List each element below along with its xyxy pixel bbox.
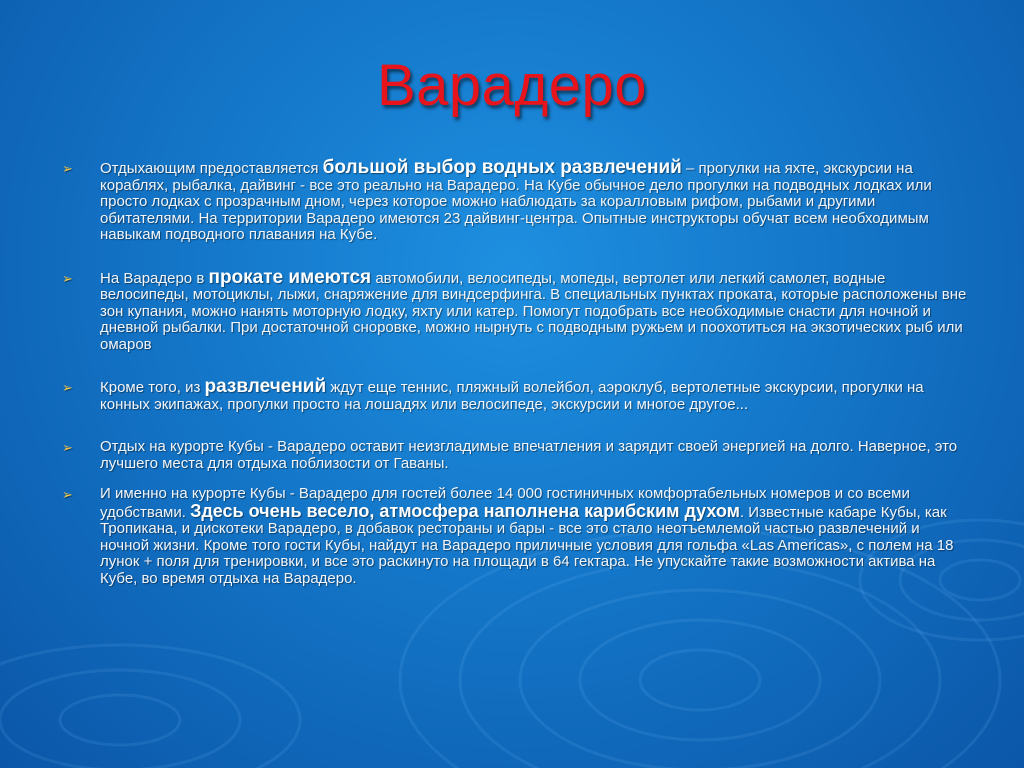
paragraph-text: . Известные кабаре Кубы, как Тропикана, и дискотеки Варадеро, в добавок рестораны и бары - все это стало неотъемлемой частью развлечений и ночной жизни. Кроме того гости Кубы, найдут на Варадеро приличные условия для гольфа «Las Americas», с полем на 18 лунок + поля для тренировки, и все это раскинуто на площади в 64 гектара. Не упускайте такие возможности актива на Кубе, во время отдыха на Варадеро. [100, 503, 954, 587]
paragraph-text: автомобили, велосипеды, мопеды, вертолет или легкий самолет, водные велосипеды, мотоциклы, лыжи, снаряжение для виндсерфинга. В специальных пунктах проката, которые расположены вне зон купания, можно нанять моторную лодку, яхту или катер. Помогут подобрать все необходимые снасти для ночной и дневной рыбалки. При достаточной сноровке, можно нырнуть с подводным ружьем и поохотиться на экзотических рыб или омаров [100, 269, 967, 353]
slide-title: Варадеро [376, 53, 648, 118]
paragraph-text: На Варадеро в [100, 269, 209, 287]
arrow-bullet-icon: ➢ [62, 380, 73, 395]
paragraph-text: Отдых на курорте Кубы - Варадеро оставит неизгладимые впечатления и зарядит своей энергией на долго. Наверное, это лучшего места для отдыха поблизости от Гаваны. [100, 438, 958, 472]
paragraph-water-activities [60, 157, 970, 244]
arrow-bullet-icon: ➢ [62, 487, 73, 502]
arrow-bullet-icon: ➢ [62, 270, 73, 286]
paragraph-text: – прогулки на яхте, экскурсии на кораблях, рыбалка, дайвинг - все это реально на Варадеро. На Кубе обычное дело прогулки на подводных лодках или просто лодках с прозрачным дном, через которое можно наблюдать за коралловым рифом, рыбами и другими обитателями. На территории Варадеро имеются 23 дайвинг-центра. Опытные инструкторы обучат всем необходимым навыкам подводного плавания на Кубе. [100, 160, 932, 243]
paragraph-text: Кроме того, из [100, 379, 205, 396]
paragraph-text: ждут еще теннис, пляжный волейбол, аэроклуб, вертолетные экскурсии, прогулки на конных экипажах, прогулки просто на лошадях или велосипеде, экскурсии и многое другое... [100, 379, 924, 413]
paragraph-emphasis: развлечений [204, 376, 327, 397]
paragraph-text: Отдыхающим предоставляется [100, 160, 323, 177]
paragraph-hotels [60, 486, 970, 587]
paragraph-text: И именно на курорте Кубы - Варадеро для гостей более 14 000 гостиничных комфортабельных номеров и со всеми удобствами. [100, 485, 910, 521]
paragraph-entertainment [60, 376, 970, 413]
paragraph-rentals [60, 266, 970, 354]
slide-body [60, 157, 970, 613]
paragraph-emphasis: большой выбор водных развлечений [322, 157, 682, 178]
arrow-bullet-icon: ➢ [62, 161, 73, 176]
paragraph-emphasis: прокате имеются [208, 266, 372, 288]
paragraph-emphasis: Здесь очень весело, атмосфера наполнена карибским духом [190, 500, 740, 521]
arrow-bullet-icon: ➢ [62, 440, 73, 455]
paragraph-impressions [60, 439, 970, 472]
